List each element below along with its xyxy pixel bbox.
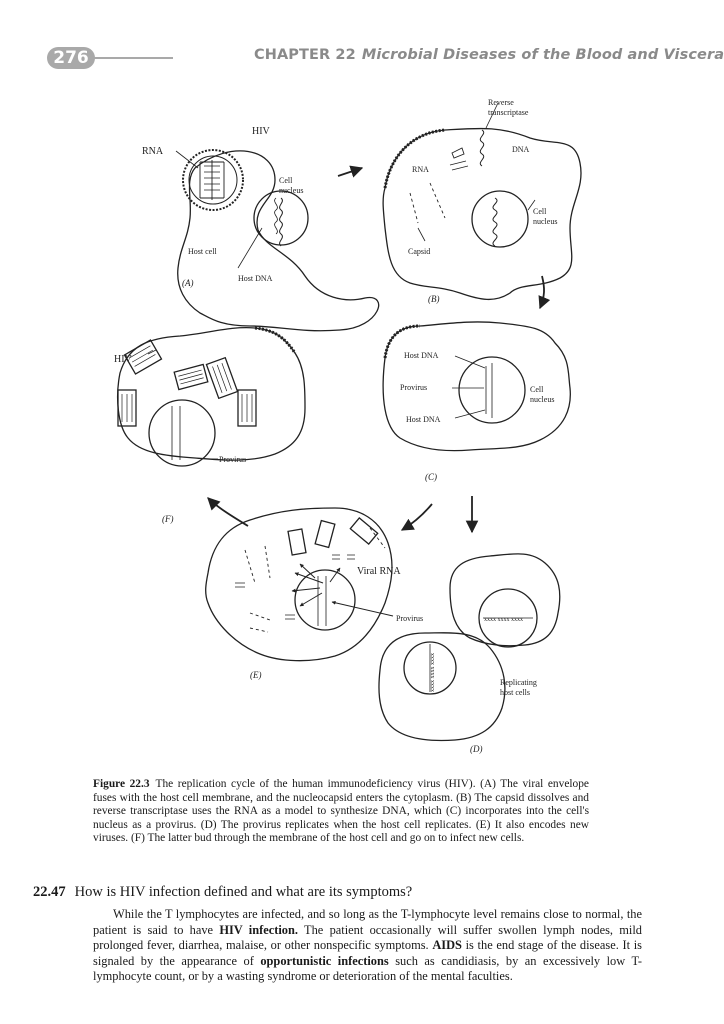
label-rt-2: transcriptase <box>488 108 529 117</box>
label-panel-e: (E) <box>250 670 262 680</box>
chapter-label: CHAPTER 22 <box>254 47 356 63</box>
nucleus-a <box>254 191 308 245</box>
sequence-horizontal: xxxx xxxx xxxx <box>484 617 523 623</box>
label-viral-rna: Viral RNA <box>357 566 401 577</box>
chapter-title <box>254 47 724 63</box>
figure-drawing <box>100 88 620 760</box>
label-provirus-f: Provirus <box>219 455 247 464</box>
label-panel-b: (B) <box>428 294 440 304</box>
label-cell-nucleus-a2: nucleus <box>279 186 304 195</box>
question-text: How is HIV infection defined and what are its symptoms? <box>74 884 413 900</box>
answer-text-3: is the end stage of the disease. It is signaled by the appearance of <box>93 938 642 968</box>
label-host-dna-c2: Host DNA <box>406 415 441 424</box>
label-replicating-2: host cells <box>500 688 530 697</box>
label-provirus-e: Provirus <box>396 614 424 623</box>
label-cell-nucleus-a1: Cell <box>279 176 293 185</box>
hiv-particle-a <box>183 150 243 210</box>
answer-text-4: such as candidiasis, by an excessively low T-lymphocyte count, or by a wasting syndrome or deterioration of the mental faculties. <box>93 953 642 983</box>
label-panel-d: (D) <box>470 744 483 754</box>
term-hiv-infection: HIV infection. <box>219 922 298 937</box>
label-capsid: Capsid <box>408 247 431 256</box>
label-host-dna-a: Host DNA <box>238 274 273 283</box>
label-rt-1: Reverse <box>488 98 514 107</box>
cell-d1-membrane <box>450 554 560 646</box>
label-provirus-c: Provirus <box>400 383 428 392</box>
term-opportunistic-infections: opportunistic infections <box>260 953 389 968</box>
nucleus-b <box>472 191 528 247</box>
label-cell-nucleus-b1: Cell <box>533 207 547 216</box>
question-number: 22.47 <box>33 884 66 900</box>
label-panel-c: (C) <box>425 472 437 482</box>
page-header <box>0 0 724 80</box>
label-cell-nucleus-c2: nucleus <box>530 395 555 404</box>
caption-label: Figure 22.3 <box>93 778 150 790</box>
label-dna-b: DNA <box>512 145 530 154</box>
page-number: 276 <box>47 47 95 69</box>
hiv-replication-figure <box>100 88 620 760</box>
term-aids: AIDS <box>432 938 462 952</box>
nucleus-e <box>295 570 355 630</box>
cell-f-membrane <box>118 328 305 460</box>
label-rna-a: RNA <box>142 146 164 157</box>
label-rna-b: RNA <box>412 165 429 174</box>
caption-text: The replication cycle of the human immunodeficiency virus (HIV). (A) The viral envelope fuses with the host cell membrane, and the nucleocapsid enters the cytoplasm. (B) The capsid dissolves and reverse transcriptase uses the RNA as a model to synthesize DNA, which (C) incorporates into the cell's nucleus as a provirus. (D) The provirus replicates when the host cell replicates. (E) It also encodes new viruses. (F) The latter bud through the membrane of the host cell and go on to infect new cells. <box>93 778 589 845</box>
question <box>33 884 653 901</box>
header-rule <box>93 57 173 59</box>
figure-caption <box>93 778 589 846</box>
chapter-subtitle: Microbial Diseases of the Blood and Viscera <box>361 47 724 63</box>
label-hiv-a: HIV <box>252 126 270 137</box>
label-cell-nucleus-c1: Cell <box>530 385 544 394</box>
label-hiv-f: HIV <box>114 354 132 365</box>
nucleus-f <box>149 400 215 466</box>
label-host-cell: Host cell <box>188 247 217 256</box>
label-panel-f: (F) <box>162 514 174 524</box>
label-host-dna-c1: Host DNA <box>404 351 439 360</box>
answer-text-2: The patient occasionally will suffer swollen lymph nodes, mild prolonged fever, diarrhea, malaise, or other nonspecific symptoms. <box>93 922 642 952</box>
label-replicating-1: Replicating <box>500 678 537 687</box>
label-cell-nucleus-b2: nucleus <box>533 217 558 226</box>
label-panel-a: (A) <box>182 278 194 288</box>
answer-text-1: While the T lymphocytes are infected, and so long as the T-lymphocyte level remains close to normal, the patient is said to have <box>93 907 642 937</box>
sequence-vertical: xxxx xxxx xxxx <box>430 653 436 692</box>
answer-paragraph <box>93 907 642 985</box>
